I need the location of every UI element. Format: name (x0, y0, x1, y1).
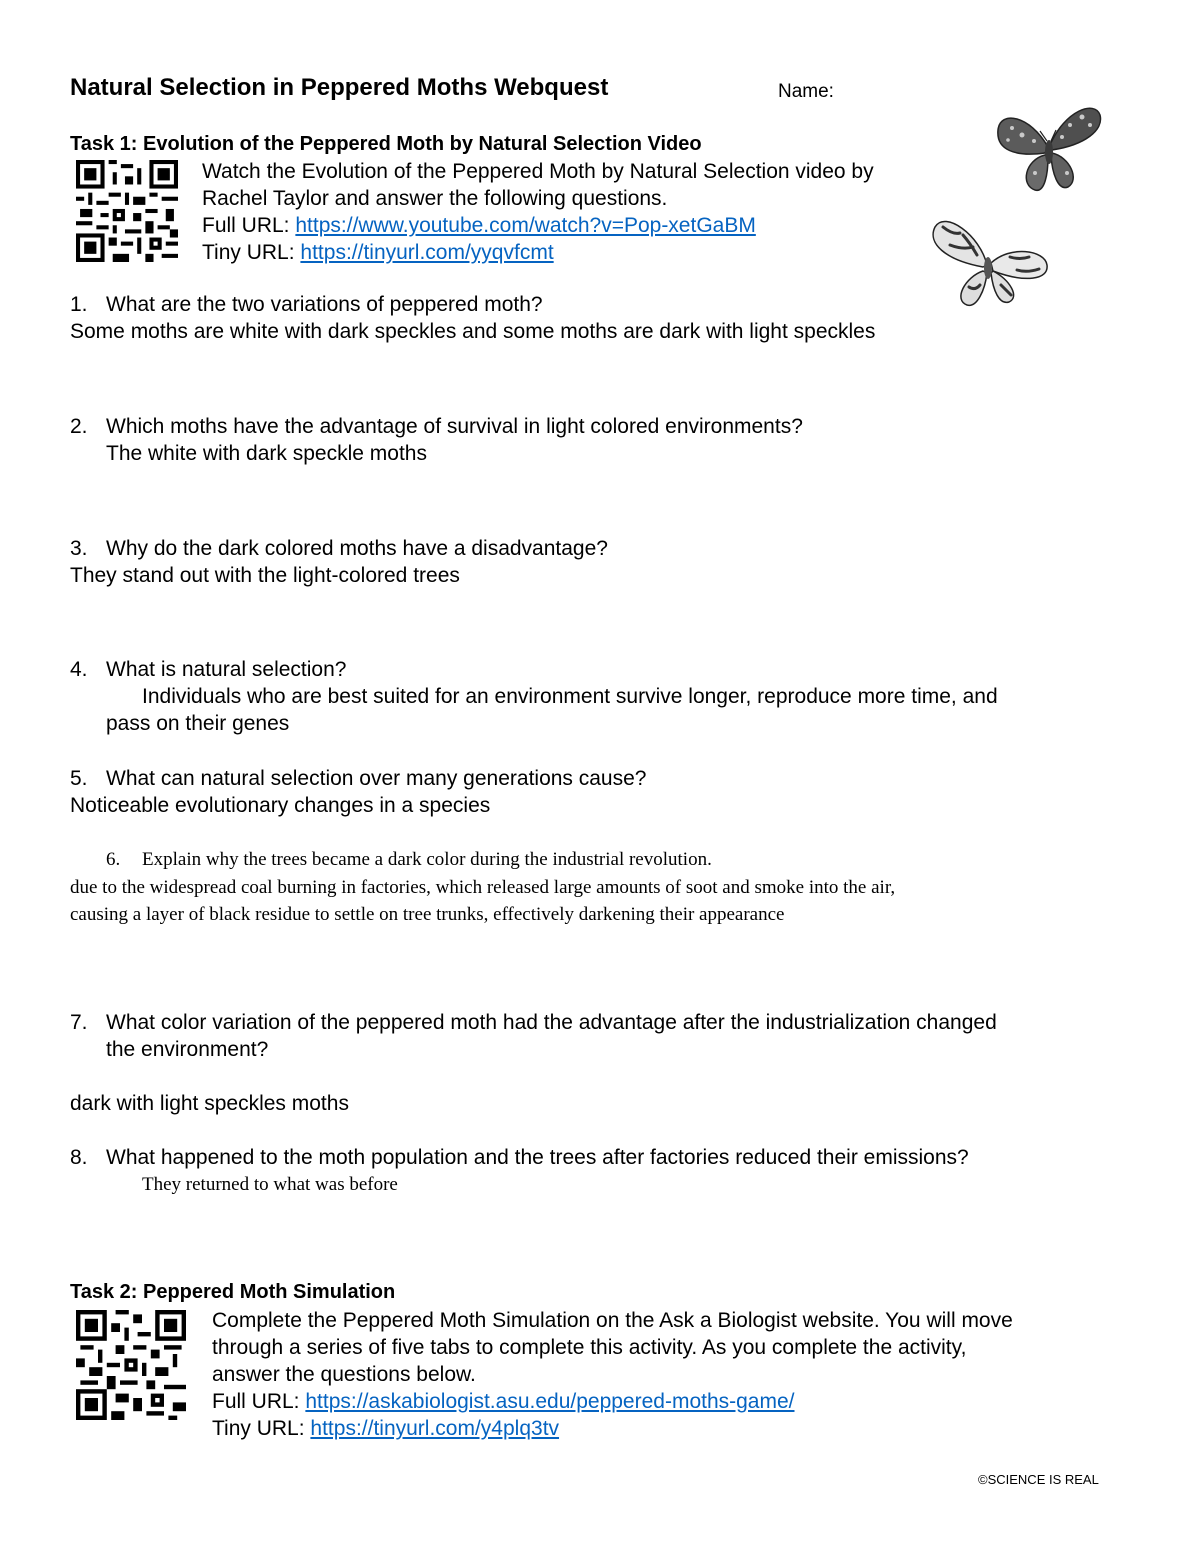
question-8: 8. What happened to the moth population and the trees after factories reduced their emissions? (70, 1146, 969, 1169)
answer-8: They returned to what was before (142, 1174, 398, 1195)
answer-4-line2: pass on their genes (106, 712, 290, 735)
tiny-url-label: Tiny URL: (212, 1417, 305, 1440)
question-4: 4. What is natural selection? (70, 658, 347, 681)
question-6: 6. Explain why the trees became a dark color during the industrial revolution. (106, 849, 712, 870)
answer-6-line2: causing a layer of black residue to settle on tree trunks, effectively darkening their appearance (70, 904, 785, 925)
answer-1: Some moths are white with dark speckles and some moths are dark with light speckles (70, 320, 876, 343)
task1-heading: Task 1: Evolution of the Peppered Moth by Natural Selection Video (70, 133, 702, 155)
task1-intro-line2: Rachel Taylor and answer the following questions. (202, 187, 668, 210)
full-url-label: Full URL: (212, 1390, 300, 1413)
full-url-label: Full URL: (202, 214, 290, 237)
question-5: 5. What can natural selection over many generations cause? (70, 767, 647, 790)
dark-moth-icon (990, 95, 1110, 205)
question-7-line2: the environment? (106, 1038, 269, 1061)
answer-6-line1: due to the widespread coal burning in factories, which released large amounts of soot and smoke into the air, (70, 877, 896, 898)
qr-code-icon (76, 160, 178, 262)
tinyurl-link-1[interactable]: https://tinyurl.com/yyqvfcmt (300, 241, 554, 264)
answer-7: dark with light speckles moths (70, 1092, 349, 1115)
answer-2: The white with dark speckle moths (106, 442, 427, 465)
name-label: Name: (778, 81, 834, 102)
answer-3: They stand out with the light-colored trees (70, 564, 460, 587)
question-2: 2. Which moths have the advantage of survival in light colored environments? (70, 415, 803, 438)
task2-heading: Task 2: Peppered Moth Simulation (70, 1281, 396, 1303)
page-title: Natural Selection in Peppered Moths Webquest (70, 74, 609, 101)
task1-intro-line1: Watch the Evolution of the Peppered Moth by Natural Selection video by (202, 160, 874, 183)
task2-intro-line1: Complete the Peppered Moth Simulation on the Ask a Biologist website. You will move (212, 1309, 1013, 1332)
tinyurl-link-2[interactable]: https://tinyurl.com/y4plq3tv (310, 1417, 560, 1440)
question-7-line1: 7. What color variation of the peppered moth had the advantage after the industrialization changed (70, 1011, 997, 1034)
task2-intro-line2: through a series of five tabs to complete this activity. As you complete the activity, (212, 1336, 967, 1359)
qr-code-icon (76, 1310, 186, 1420)
light-moth-icon (925, 205, 1055, 310)
copyright-footer: ©SCIENCE IS REAL (978, 1472, 1099, 1487)
task2-intro-line3: answer the questions below. (212, 1363, 476, 1386)
question-3: 3. Why do the dark colored moths have a disadvantage? (70, 537, 608, 560)
tiny-url-label: Tiny URL: (202, 241, 295, 264)
answer-5: Noticeable evolutionary changes in a species (70, 794, 491, 817)
youtube-link[interactable]: https://www.youtube.com/watch?v=Pop-xetGaBM (295, 214, 756, 237)
answer-4-line1: Individuals who are best suited for an environment survive longer, reproduce more time, and (142, 685, 998, 708)
askabiologist-link[interactable]: https://askabiologist.asu.edu/peppered-moths-game/ (305, 1390, 795, 1413)
question-1: 1. What are the two variations of peppered moth? (70, 293, 543, 316)
